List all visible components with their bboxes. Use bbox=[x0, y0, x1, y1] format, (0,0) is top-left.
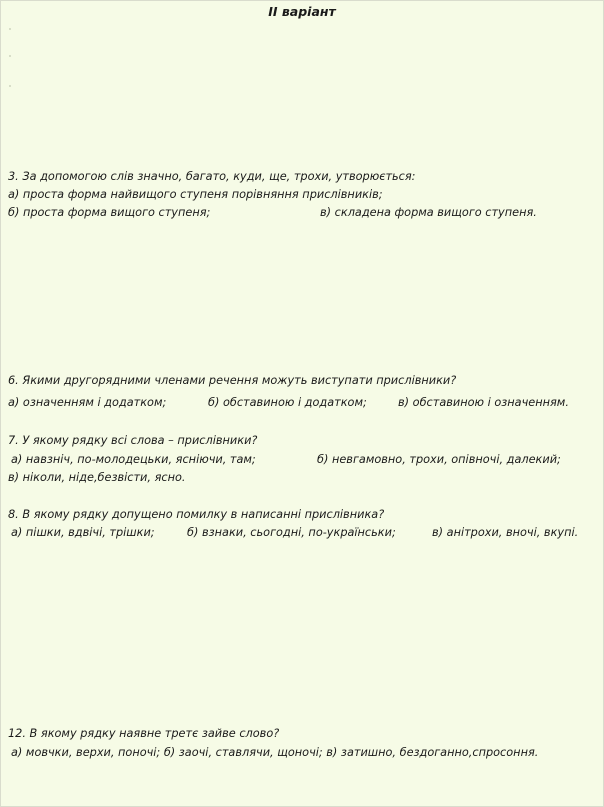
question-3-text: 3. За допомогою слів значно, багато, куди, ще, трохи, утворюється: bbox=[8, 170, 416, 183]
question-8-option-b: б) взнаки, сьогодні, по-українськи; bbox=[187, 526, 396, 539]
question-7-option-a: а) навзнiч, по-молодецьки, ясніючи, там; bbox=[11, 453, 256, 466]
question-7-text: 7. У якому рядку всі слова – прислівники? bbox=[8, 434, 258, 447]
question-6-option-a: а) означенням і додатком; bbox=[8, 396, 167, 409]
question-6-text: 6. Якими другорядними членами речення можуть виступати прислівники? bbox=[8, 374, 457, 387]
question-6-option-b: б) обставиною і додатком; bbox=[208, 396, 367, 409]
question-3-option-a: а) проста форма найвищого ступеня порівняння прислівників; bbox=[8, 188, 383, 201]
question-12-options: а) мовчки, верхи, поночі; б) заочі, ставлячи, щоночі; в) затишно, бездоганно,спросоння. bbox=[11, 746, 539, 759]
question-8-option-a: а) пішки, вдвічі, трішки; bbox=[11, 526, 155, 539]
page-title: II варіант bbox=[268, 4, 336, 19]
question-7-option-b: б) невгамовно, трохи, опівночі, далекий; bbox=[317, 453, 561, 466]
scan-dot bbox=[9, 85, 11, 87]
question-6-option-c: в) обставиною і означенням. bbox=[398, 396, 569, 409]
question-8-option-c: в) анітрохи, вночі, вкупі. bbox=[432, 526, 579, 539]
scan-dot bbox=[9, 28, 11, 30]
scan-dot bbox=[9, 55, 11, 57]
question-7-option-c: в) ніколи, ніде,безвісти, ясно. bbox=[8, 471, 186, 484]
question-3-option-c: в) складена форма вищого ступеня. bbox=[320, 206, 537, 219]
question-3-option-b: б) проста форма вищого ступеня; bbox=[8, 206, 211, 219]
question-8-text: 8. В якому рядку допущено помилку в написанні прислівника? bbox=[8, 508, 385, 521]
question-12-text: 12. В якому рядку наявне третє зайве слово? bbox=[8, 727, 280, 740]
